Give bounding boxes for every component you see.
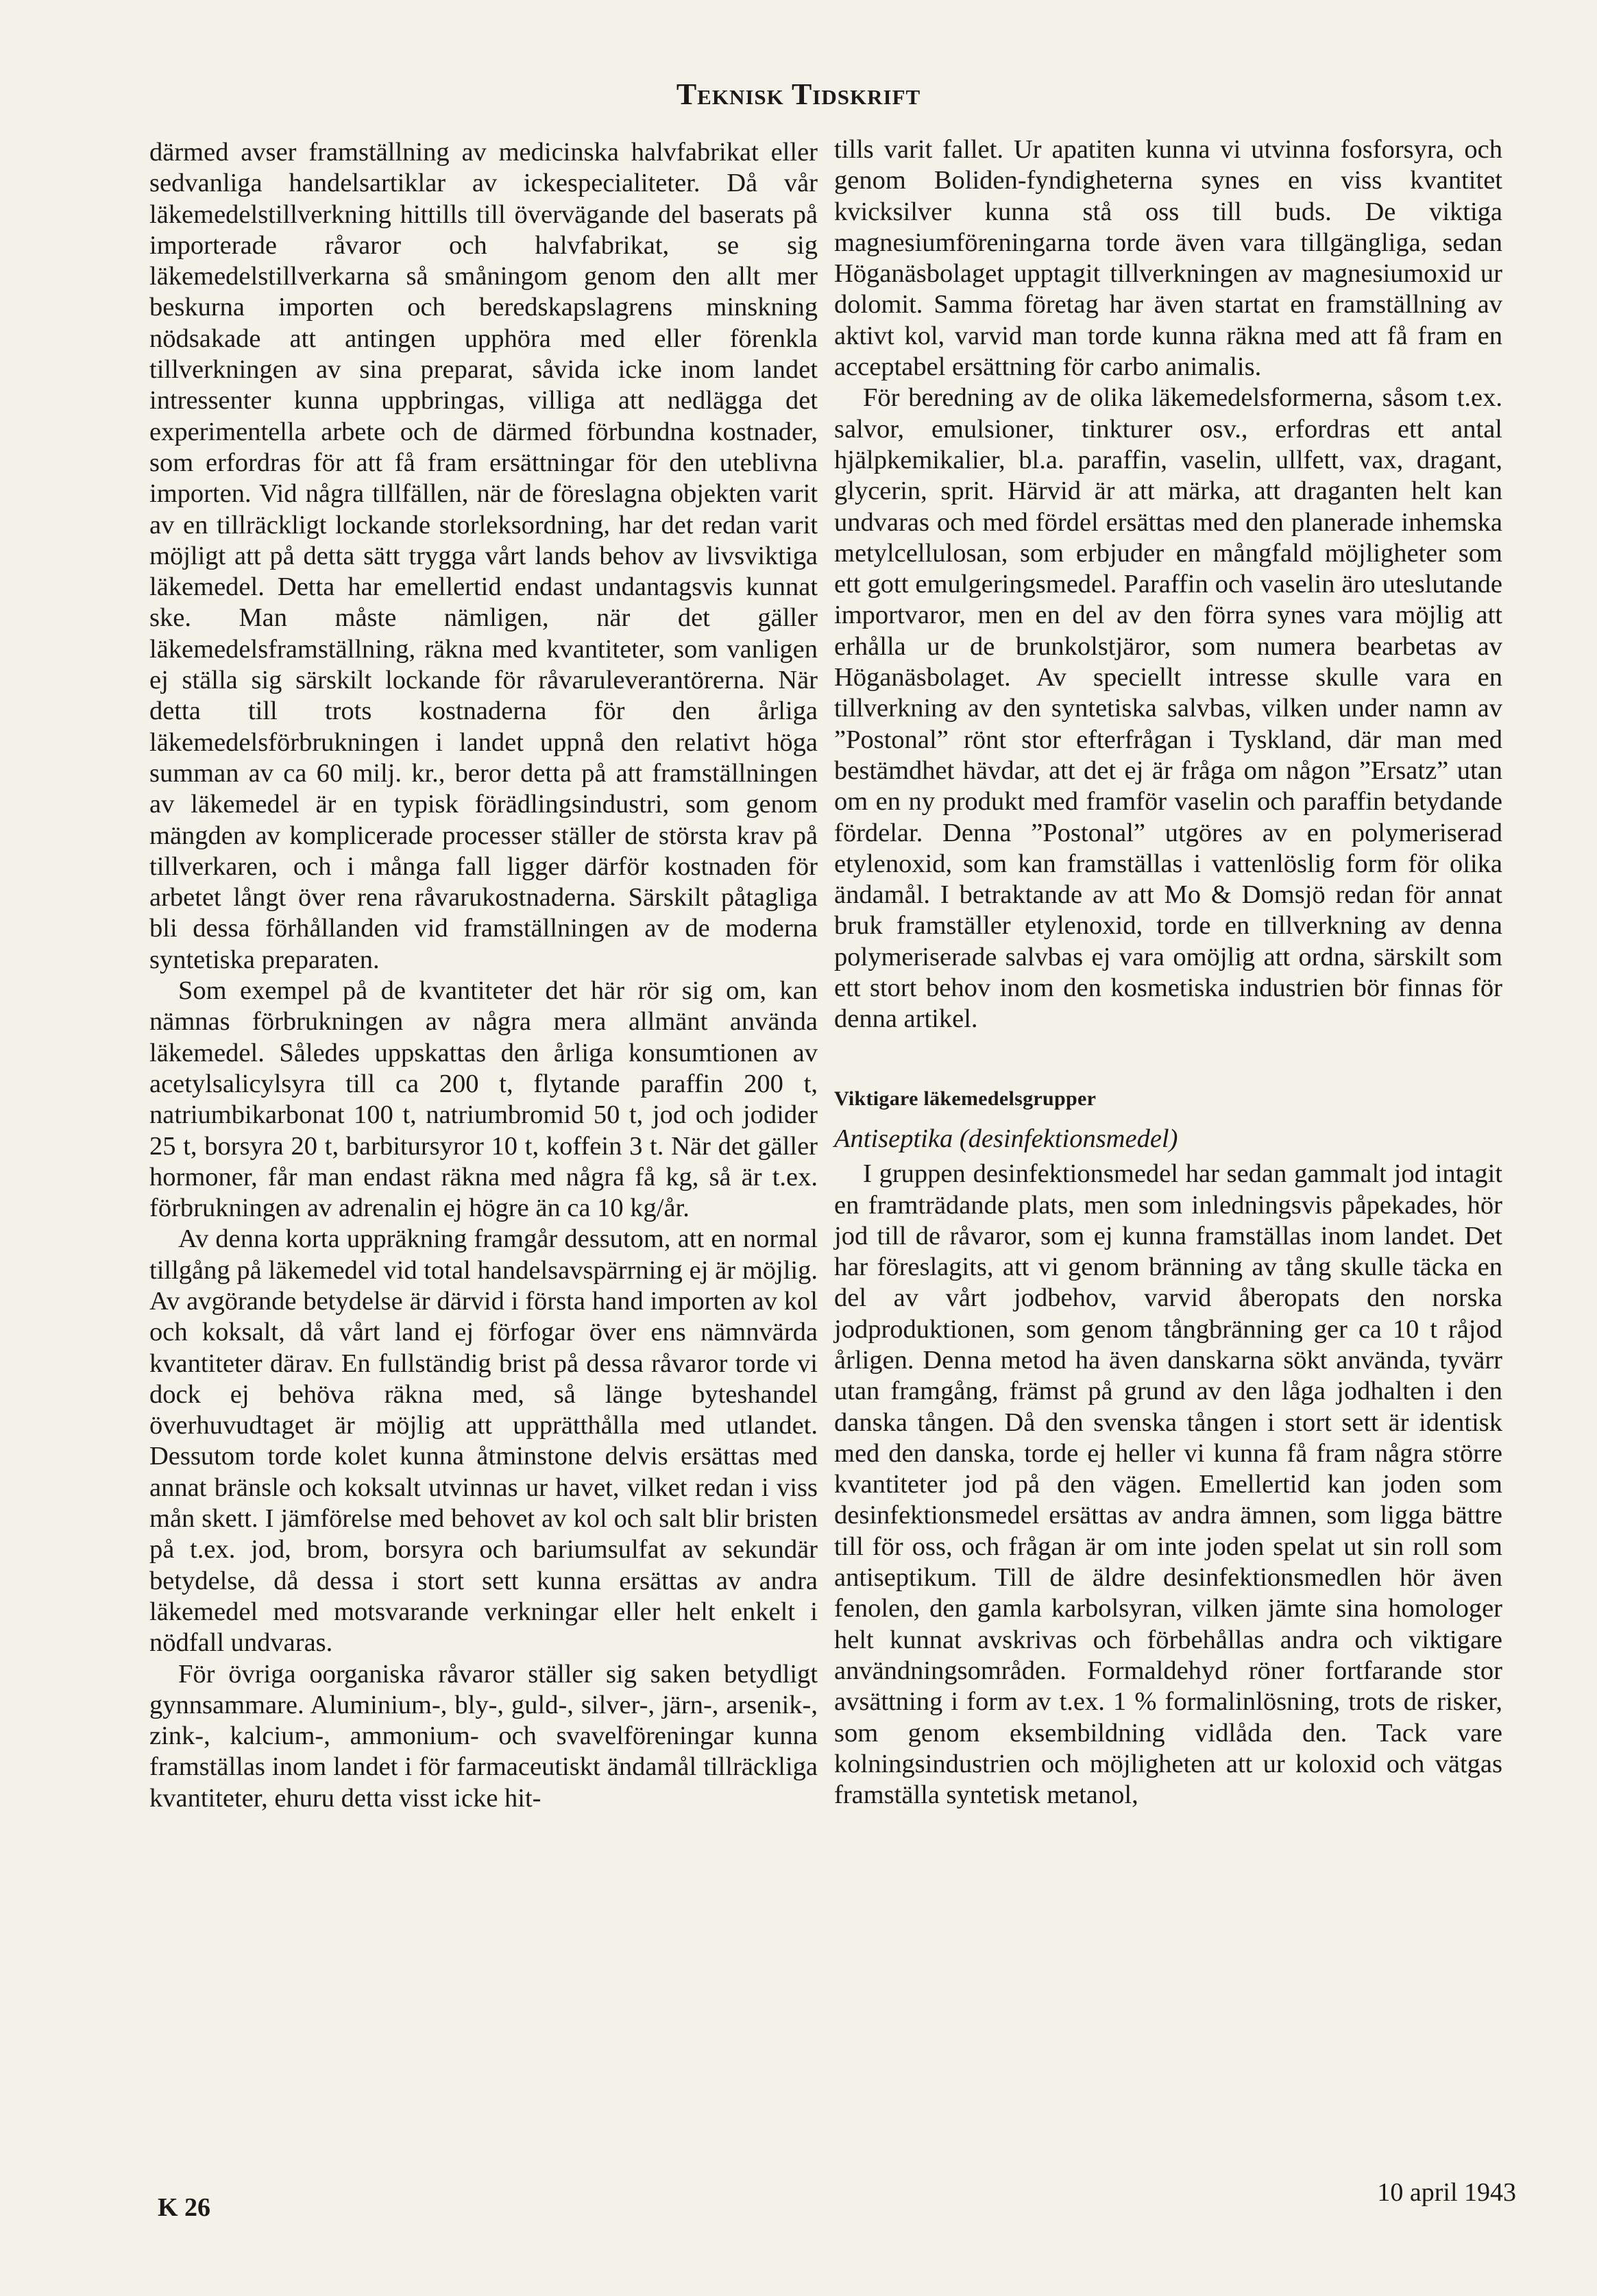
paragraph: För beredning av de olika läkemedelsformerna, såsom t.ex. salvor, emulsioner, tinkturer osv., erfordras ett antal hjälpkemikalier, bl.a. paraffin, vaselin, ullfett, vax, dragant, glycerin, sprit. Härvid är att märka, att draganten helt kan undvaras och med fördel ersättas med den planerade inhemska metylcellulosan, som erbjuder en mångfald möjligheter som ett gott emulgeringsmedel. Paraffin och vaselin äro uteslutande importvaror, men en del av den förra synes vara möjlig att erhålla ur de brunkolstjäror, som numera bearbetas av Höganäsbolaget. Av speciellt intresse skulle vara en tillverkning av den syntetiska salvbas, vilken under namn av ”Postonal” rönt stor efterfrågan i Tyskland, där man med bestämdhet hävdar, att det ej är fråga om någon ”Ersatz” utan om en ny produkt med framför vaselin och paraffin betydande fördelar. Denna ”Postonal” utgöres av en polymeriserad etylenoxid, som kan framställas i vattenlöslig form för olika ändamål. I betraktande av att Mo & Domsjö redan för annat bruk framställer etylenoxid, torde en tillverkning av denna polymeriserade salvbas ej vara omöjlig att ordna, särskilt som ett stort behov inom den kosmetiska industrien bör finnas för denna artikel.: [834, 383, 1502, 1034]
paragraph: För övriga oorganiska råvaror ställer sig saken betydligt gynnsammare. Aluminium-, bly-, guld-, silver-, järn-, arsenik-, zink-, kalcium-, ammonium- och svavelföreningar kunna framställas inom landet i för farmaceutiskt ändamål tillräckliga kvantiteter, ehuru detta visst icke hit-: [149, 1659, 818, 1813]
subsection-heading: Antiseptika (desinfektionsmedel): [834, 1124, 1178, 1153]
issue-date: 10 april 1943: [1377, 2178, 1516, 2207]
left-column: [149, 137, 818, 1814]
journal-title: Teknisk Tidskrift: [676, 77, 921, 111]
paragraph: Som exempel på de kvantiteter det här rör sig om, kan nämnas förbrukningen av några mera allmänt använda läkemedel. Således uppskattas den årliga konsumtionen av acetylsalicylsyra till ca 200 t, flytande paraffin 200 t, natriumbikarbonat 100 t, natriumbromid 50 t, jod och jodider 25 t, borsyra 20 t, barbitursyror 10 t, koffein 3 t. När det gäller hormoner, får man endast räkna med några få kg, så är t.ex. förbrukningen av adrenalin ej högre än ca 10 kg/år.: [149, 976, 818, 1223]
paragraph: tills varit fallet. Ur apatiten kunna vi utvinna fosforsyra, och genom Boliden-fyndigheterna synes en viss kvantitet kvicksilver kunna stå oss till buds. De viktiga magnesiumföreningarna torde även vara tillgängliga, sedan Höganäsbolaget upptagit tillverkningen av magnesiumoxid ur dolomit. Samma företag har även startat en framställning av aktivt kol, varvid man torde kunna räkna med att få fram en acceptabel ersättning för carbo animalis.: [834, 135, 1502, 382]
paragraph: därmed avser framställning av medicinska halvfabrikat eller sedvanliga handelsartiklar av ickespecialiteter. Då vår läkemedelstillverkning hittills till övervägande del baserats på importerade råvaror och halvfabrikat, se sig läkemedelstillverkarna så småningom genom den allt mer beskurna importen och beredskapslagrens minskning nödsakade att antingen upphöra med eller förenkla tillverkningen av sina preparat, såvida icke inom landet intressenter kunna uppbringas, villiga att nedlägga det experimentella arbete och de därmed förbundna kostnader, som erfordras för att få fram ersättningar för den uteblivna importen. Vid några tillfällen, när de föreslagna objekten varit av en tillräckligt lockande storleksordning, har det redan varit möjligt att på detta sätt trygga vårt lands behov av livsviktiga läkemedel. Detta har emellertid endast undantagsvis kunnat ske. Man måste nämligen, när det gäller läkemedelsframställning, räkna med kvantiteter, som vanligen ej ställa sig särskilt lockande för råvaruleverantörerna. När detta till trots kostnaderna för den årliga läkemedelsförbrukningen i landet uppnå den relativt höga summan av ca 60 milj. kr., beror detta på att framställningen av läkemedel är en typisk förädlingsindustri, som genom mängden av komplicerade processer ställer de största krav på tillverkaren, och i många fall ligger därför kostnaden för arbetet långt över rena råvarukostnaderna. Särskilt påtagliga bli dessa förhållanden vid framställningen av de moderna syntetiska preparaten.: [149, 138, 818, 974]
page-number: K 26: [158, 2193, 211, 2222]
section-heading: Viktigare läkemedelsgrupper: [834, 1087, 1097, 1110]
right-column: [834, 134, 1502, 1811]
paragraph: I gruppen desinfektionsmedel har sedan gammalt jod intagit en framträdande plats, men som inledningsvis påpekades, hör jod till de råvaror, som ej kunna framställas inom landet. Det har föreslagits, att vi genom bränning av tång skulle täcka en del av vårt jodbehov, varvid åberopats den norska jodproduktionen, som genom tångbränning ger ca 10 t råjod årligen. Denna metod ha även danskarna sökt använda, tyvärr utan framgång, främst på grund av den låga jodhalten i den danska tången. Då den svenska tången i stort sett är identisk med den danska, torde ej heller vi kunna få fram några större kvantiteter jod på den vägen. Emellertid kan joden som desinfektionsmedel ersättas av andra ämnen, som ligga bättre till för oss, och frågan är om inte joden spelat ut sin roll som antiseptikum. Till de äldre desinfektionsmedlen hör även fenolen, den gamla karbolsyran, vilken jämte sina homologer helt kunnat avskrivas och förbehållas andra och viktigare användningsområden. Formaldehyd röner fortfarande stor avsättning i form av t.ex. 1 % formalinlösning, trots de risker, som genom eksembildning vidlåda den. Tack vare kolningsindustrien och möjligheten att ur koloxid och vätgas framställa syntetisk metanol,: [834, 1159, 1502, 1810]
paragraph: Av denna korta uppräkning framgår dessutom, att en normal tillgång på läkemedel vid total handelsavspärrning ej är möjlig. Av avgörande betydelse är därvid i första hand importen av kol och koksalt, då vårt land ej förfogar över ens nämnvärda kvantiteter därav. En fullständig brist på dessa råvaror torde vi dock ej behöva räkna med, så länge byteshandel överhuvudtaget är möjlig att upprätthålla med utlandet. Dessutom torde kolet kunna åtminstone delvis ersättas med annat bränsle och koksalt utvinnas ur havet, vilket redan i viss mån skett. I jämförelse med behovet av kol och salt blir bristen på t.ex. jod, brom, borsyra och bariumsulfat av sekundär betydelse, då dessa i stort sett kunna ersättas av andra läkemedel med motsvarande verkningar eller helt enkelt i nödfall undvaras.: [149, 1224, 818, 1658]
